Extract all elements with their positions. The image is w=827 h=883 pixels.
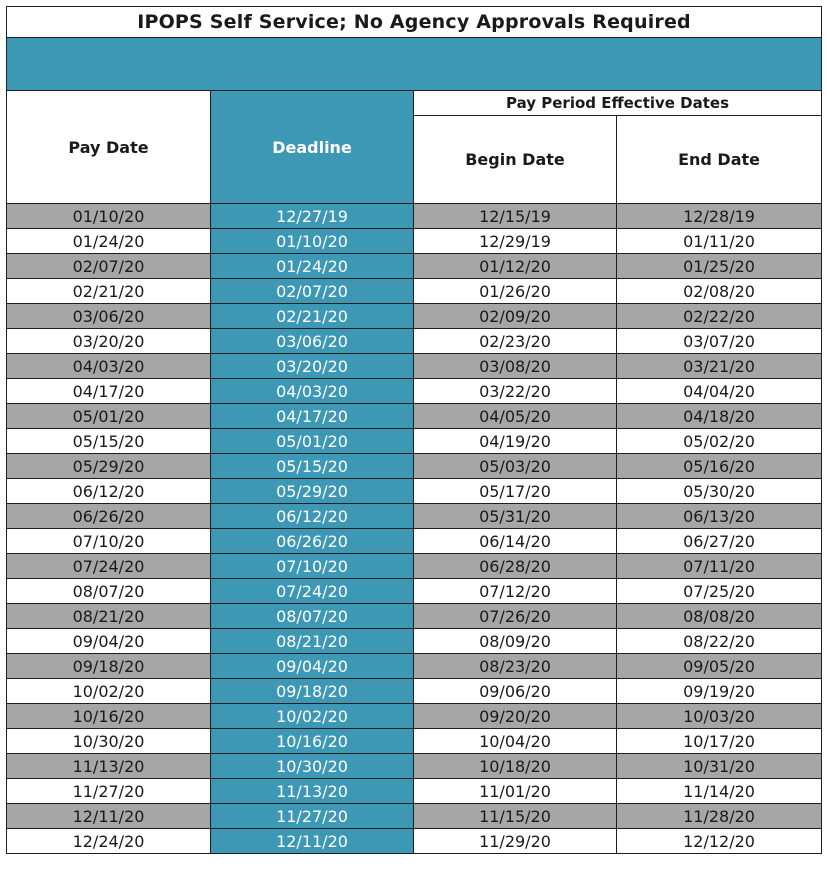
begin-date-cell: 05/31/20 [414,504,617,529]
deadline-cell: 02/21/20 [211,304,414,329]
end-date-cell: 09/05/20 [617,654,822,679]
end-date-cell: 05/16/20 [617,454,822,479]
begin-date-cell: 01/26/20 [414,279,617,304]
pay-date-cell: 10/30/20 [7,729,211,754]
pay-date-cell: 02/07/20 [7,254,211,279]
table-row [7,479,822,504]
deadline-cell: 04/03/20 [211,379,414,404]
header-pay-date: Pay Date [7,91,211,204]
deadline-cell: 10/02/20 [211,704,414,729]
pay-date-cell: 05/29/20 [7,454,211,479]
table-row [7,604,822,629]
end-date-cell: 10/31/20 [617,754,822,779]
deadline-cell: 09/18/20 [211,679,414,704]
deadline-cell: 07/10/20 [211,554,414,579]
table-row [7,329,822,354]
table-row [7,354,822,379]
pay-date-cell: 12/24/20 [7,829,211,854]
end-date-cell: 05/30/20 [617,479,822,504]
deadline-cell: 01/10/20 [211,229,414,254]
table-row [7,679,822,704]
begin-date-cell: 04/05/20 [414,404,617,429]
deadline-cell: 10/16/20 [211,729,414,754]
end-date-cell: 04/04/20 [617,379,822,404]
deadline-cell: 05/01/20 [211,429,414,454]
begin-date-cell: 08/09/20 [414,629,617,654]
begin-date-cell: 05/17/20 [414,479,617,504]
pay-date-cell: 02/21/20 [7,279,211,304]
deadline-cell: 02/07/20 [211,279,414,304]
pay-date-cell: 05/15/20 [7,429,211,454]
table-row [7,304,822,329]
table-row [7,729,822,754]
pay-date-cell: 09/18/20 [7,654,211,679]
begin-date-cell: 10/04/20 [414,729,617,754]
pay-date-cell: 03/20/20 [7,329,211,354]
deadline-cell: 05/15/20 [211,454,414,479]
end-date-cell: 01/11/20 [617,229,822,254]
pay-date-cell: 11/27/20 [7,779,211,804]
pay-date-cell: 07/10/20 [7,529,211,554]
begin-date-cell: 09/20/20 [414,704,617,729]
deadline-cell: 03/20/20 [211,354,414,379]
end-date-cell: 04/18/20 [617,404,822,429]
end-date-cell: 02/08/20 [617,279,822,304]
table-row [7,779,822,804]
deadline-cell: 01/24/20 [211,254,414,279]
end-date-cell: 01/25/20 [617,254,822,279]
table-row [7,229,822,254]
deadline-cell: 12/27/19 [211,204,414,229]
end-date-cell: 10/03/20 [617,704,822,729]
pay-date-cell: 11/13/20 [7,754,211,779]
begin-date-cell: 08/23/20 [414,654,617,679]
pay-date-cell: 04/03/20 [7,354,211,379]
end-date-cell: 02/22/20 [617,304,822,329]
deadline-cell: 04/17/20 [211,404,414,429]
deadline-cell: 06/12/20 [211,504,414,529]
table-row [7,629,822,654]
pay-date-cell: 08/21/20 [7,604,211,629]
table-row [7,379,822,404]
pay-schedule-sheet [6,6,821,854]
table-row [7,279,822,304]
accent-band [7,38,822,91]
pay-date-cell: 04/17/20 [7,379,211,404]
end-date-cell: 08/22/20 [617,629,822,654]
end-date-cell: 03/21/20 [617,354,822,379]
deadline-cell: 05/29/20 [211,479,414,504]
end-date-cell: 03/07/20 [617,329,822,354]
end-date-cell: 08/08/20 [617,604,822,629]
begin-date-cell: 12/15/19 [414,204,617,229]
begin-date-cell: 07/26/20 [414,604,617,629]
deadline-cell: 11/27/20 [211,804,414,829]
begin-date-cell: 07/12/20 [414,579,617,604]
accent-band-row [7,38,822,91]
begin-date-cell: 11/15/20 [414,804,617,829]
pay-date-cell: 01/24/20 [7,229,211,254]
header-end-date: End Date [617,116,822,204]
header-row-top [7,91,822,116]
begin-date-cell: 03/08/20 [414,354,617,379]
pay-date-cell: 07/24/20 [7,554,211,579]
table-row [7,754,822,779]
pay-schedule-table [6,6,822,854]
header-begin-date: Begin Date [414,116,617,204]
pay-date-cell: 09/04/20 [7,629,211,654]
end-date-cell: 12/28/19 [617,204,822,229]
table-row [7,454,822,479]
end-date-cell: 05/02/20 [617,429,822,454]
begin-date-cell: 06/28/20 [414,554,617,579]
deadline-cell: 12/11/20 [211,829,414,854]
end-date-cell: 07/25/20 [617,579,822,604]
end-date-cell: 11/28/20 [617,804,822,829]
pay-date-cell: 06/12/20 [7,479,211,504]
begin-date-cell: 05/03/20 [414,454,617,479]
begin-date-cell: 01/12/20 [414,254,617,279]
pay-date-cell: 10/02/20 [7,679,211,704]
table-row [7,704,822,729]
table-row [7,829,822,854]
deadline-cell: 08/07/20 [211,604,414,629]
begin-date-cell: 02/23/20 [414,329,617,354]
begin-date-cell: 03/22/20 [414,379,617,404]
deadline-cell: 09/04/20 [211,654,414,679]
header-pay-period: Pay Period Effective Dates [414,91,822,116]
begin-date-cell: 02/09/20 [414,304,617,329]
deadline-cell: 11/13/20 [211,779,414,804]
pay-date-cell: 01/10/20 [7,204,211,229]
end-date-cell: 06/13/20 [617,504,822,529]
table-row [7,429,822,454]
pay-date-cell: 10/16/20 [7,704,211,729]
table-row [7,529,822,554]
table-row [7,254,822,279]
pay-date-cell: 03/06/20 [7,304,211,329]
header-deadline: Deadline [211,91,414,204]
table-body [7,204,822,854]
table-title: IPOPS Self Service; No Agency Approvals Required [7,7,822,38]
pay-date-cell: 05/01/20 [7,404,211,429]
begin-date-cell: 11/01/20 [414,779,617,804]
end-date-cell: 10/17/20 [617,729,822,754]
table-row [7,204,822,229]
begin-date-cell: 09/06/20 [414,679,617,704]
title-row [7,7,822,38]
deadline-cell: 03/06/20 [211,329,414,354]
table-row [7,804,822,829]
pay-date-cell: 06/26/20 [7,504,211,529]
begin-date-cell: 11/29/20 [414,829,617,854]
begin-date-cell: 12/29/19 [414,229,617,254]
begin-date-cell: 10/18/20 [414,754,617,779]
begin-date-cell: 06/14/20 [414,529,617,554]
table-row [7,404,822,429]
end-date-cell: 06/27/20 [617,529,822,554]
deadline-cell: 06/26/20 [211,529,414,554]
end-date-cell: 07/11/20 [617,554,822,579]
pay-date-cell: 12/11/20 [7,804,211,829]
pay-date-cell: 08/07/20 [7,579,211,604]
table-row [7,654,822,679]
deadline-cell: 10/30/20 [211,754,414,779]
deadline-cell: 07/24/20 [211,579,414,604]
table-row [7,579,822,604]
begin-date-cell: 04/19/20 [414,429,617,454]
table-row [7,504,822,529]
end-date-cell: 12/12/20 [617,829,822,854]
end-date-cell: 11/14/20 [617,779,822,804]
end-date-cell: 09/19/20 [617,679,822,704]
table-row [7,554,822,579]
deadline-cell: 08/21/20 [211,629,414,654]
